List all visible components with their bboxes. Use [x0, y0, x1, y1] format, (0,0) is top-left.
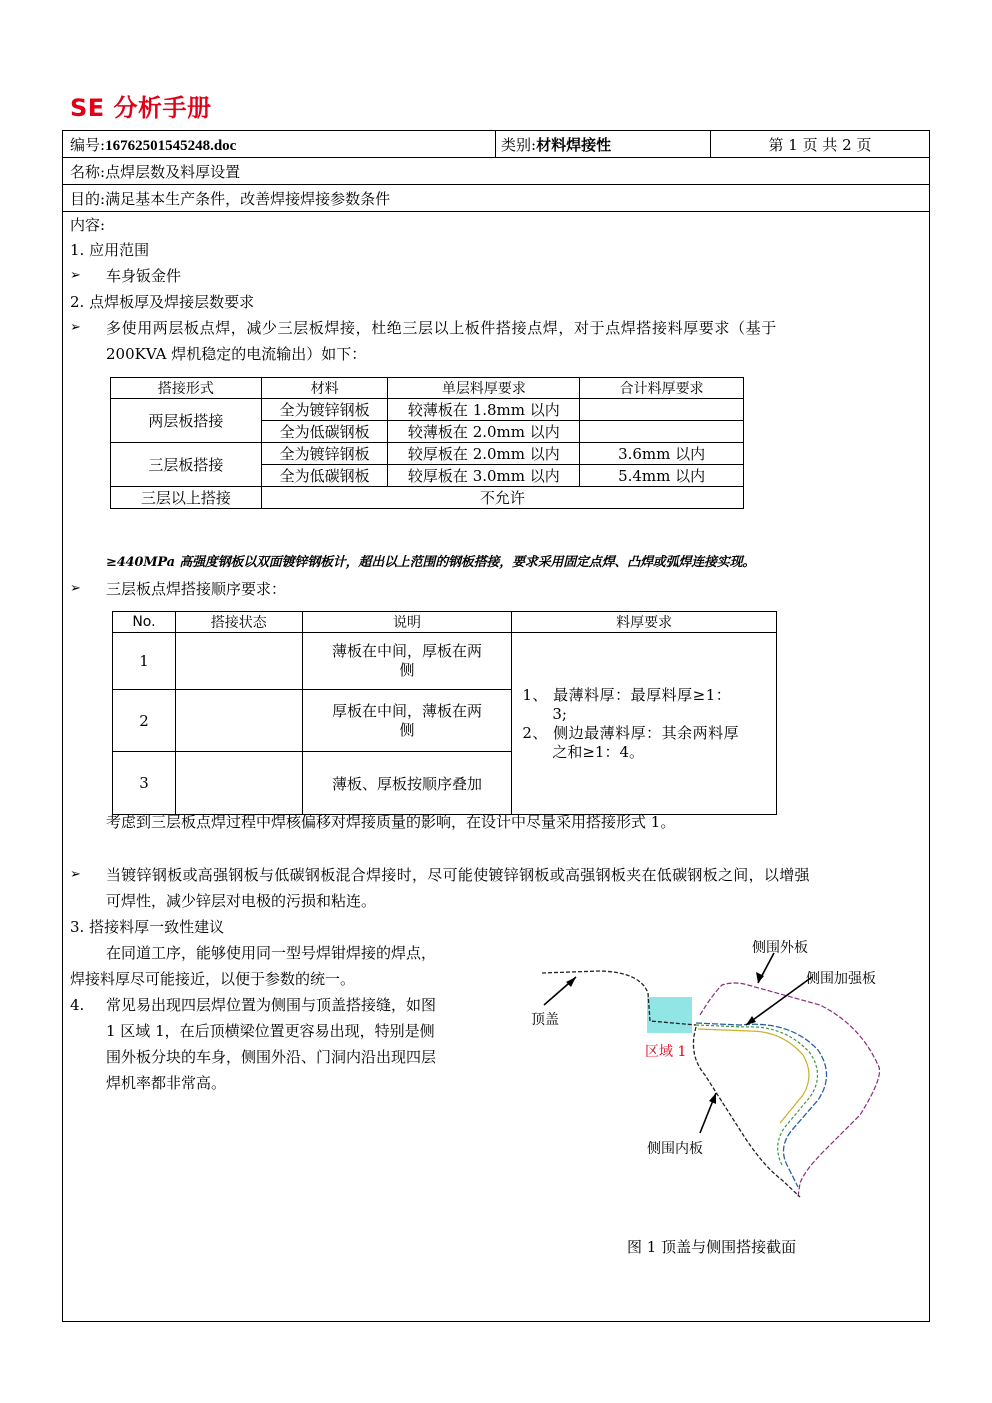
section-2-item3-line2: 可焊性，减少锌层对电极的污损和粘连。: [106, 892, 377, 910]
arrow-head-icon: [709, 1093, 716, 1104]
category: [501, 134, 611, 155]
row-number: 3: [113, 752, 176, 815]
zone-1-highlight: [647, 997, 692, 1033]
table-row: [111, 399, 744, 421]
document-title: SE 分析手册: [70, 94, 212, 122]
table-row: [111, 487, 744, 509]
content-label: 内容:: [70, 216, 106, 234]
divider: [62, 157, 930, 158]
table-header: 搭接形式: [111, 378, 262, 399]
doc-number: [70, 134, 236, 155]
section-1-title: 1. 应用范围: [70, 241, 150, 259]
section-3-title: 3. 搭接料厚一致性建议: [70, 918, 225, 936]
description-line: 薄板、厚板按顺序叠加: [332, 774, 483, 793]
description-line: 薄板在中间，厚板在两: [332, 642, 483, 660]
bullet-icon: ➢: [70, 581, 81, 596]
section-3-line1: 在同道工序，能够使用同一型号焊钳焊接的焊点，: [106, 944, 437, 962]
section-3-line2: 焊接料厚尽可能接近，以便于参数的统一。: [70, 970, 356, 988]
label-side-reinforcement: 侧围加强板: [806, 971, 876, 987]
side-reinforcement-line-2: [696, 1025, 818, 1165]
table-header: 合计料厚要求: [580, 378, 744, 399]
description-cell: [302, 633, 512, 690]
row-number: 1: [113, 633, 176, 690]
single-thickness-cell: 较薄板在 2.0mm 以内: [388, 421, 580, 443]
side-reinforcement-line: [696, 1023, 827, 1187]
consideration-text: 考虑到三层板点焊过程中焊核偏移对焊接质量的影响，在设计中尽量采用搭接形式 1。: [106, 813, 676, 831]
section-4-number: 4.: [70, 996, 85, 1014]
requirement-line: 2、 侧边最薄料厚：其余两料厚: [522, 723, 740, 742]
table-header: 料厚要求: [512, 612, 777, 633]
total-thickness-cell: 5.4mm 以内: [580, 465, 744, 487]
bullet-icon: ➢: [70, 268, 81, 283]
table-header: 说明: [302, 612, 512, 633]
requirement-line: 1、 最薄料厚：最厚料厚≥1：: [522, 685, 732, 704]
doc-number-label: 编号:: [70, 136, 106, 154]
table-header: 材料: [261, 378, 388, 399]
bullet-icon: ➢: [70, 867, 81, 882]
side-outer-panel-line: [700, 983, 880, 1197]
lap-type-cell: 三层板搭接: [111, 443, 262, 487]
material-cell: 全为镀锌钢板: [261, 399, 388, 421]
sequence-table: [112, 611, 777, 815]
table-header: No.: [113, 612, 176, 633]
total-thickness-cell: 3.6mm 以内: [580, 443, 744, 465]
material-cell: 全为镀锌钢板: [261, 443, 388, 465]
side-inner-panel-line: [693, 1027, 800, 1197]
name-value: 点焊层数及料厚设置: [105, 163, 241, 181]
row-number: 2: [113, 690, 176, 752]
section-4-line3: 围外板分块的车身，侧围外沿、门洞内沿出现四层: [106, 1048, 437, 1066]
high-strength-note: ≥440MPa 高强度钢板以双面镀锌钢板计，超出以上范围的钢板搭接，要求采用固定点焊、凸焊或弧焊连接实现。: [106, 555, 756, 570]
requirement-line: 之和≥1：4。: [552, 742, 644, 761]
table-header-row: [111, 378, 744, 399]
section-4-line2: 1 区域 1，在后顶横梁位置更容易出现，特别是侧: [106, 1022, 435, 1040]
page-info: 第 1 页 共 2 页: [768, 136, 872, 154]
label-roof: 顶盖: [531, 1012, 559, 1028]
figure-caption: 图 1 顶盖与侧围搭接截面: [627, 1238, 797, 1256]
table-header-row: [113, 612, 777, 633]
single-thickness-cell: 较厚板在 2.0mm 以内: [388, 443, 580, 465]
section-2-item-line1: 多使用两层板点焊，减少三层板焊接，杜绝三层以上板件搭接点焊，对于点焊搭接料厚要求（基于: [106, 319, 777, 337]
section-2-item3-line1: 当镀锌钢板或高强钢板与低碳钢板混合焊接时，尽可能使镀锌钢板或高强钢板夹在低碳钢板之间，以增强: [106, 866, 810, 884]
divider: [62, 211, 930, 212]
lap-state-cell: [175, 752, 302, 815]
category-value: 材料焊接性: [536, 136, 612, 154]
label-zone-1: 区域 1: [645, 1044, 687, 1060]
not-allowed-cell: 不允许: [261, 487, 743, 509]
section-2-item-line2: 200KVA 焊机稳定的电流输出）如下：: [106, 345, 367, 363]
side-reinforcement-line-3: [698, 1029, 809, 1123]
section-2-title: 2. 点焊板厚及焊接层数要求: [70, 293, 255, 311]
lap-type-cell: 三层以上搭接: [111, 487, 262, 509]
table-row: [113, 633, 777, 690]
section-1-item: 车身钣金件: [106, 267, 182, 285]
description-cell: [302, 752, 512, 815]
table-header: 单层料厚要求: [388, 378, 580, 399]
purpose-value: 满足基本生产条件，改善焊接焊接参数条件: [105, 190, 391, 208]
description-line: 侧: [399, 661, 415, 679]
label-side-inner: 侧围内板: [647, 1141, 703, 1157]
description-cell: [302, 690, 512, 752]
doc-purpose: [70, 188, 390, 209]
category-label: 类别:: [501, 136, 537, 154]
purpose-label: 目的:: [70, 190, 106, 208]
single-thickness-cell: 较薄板在 1.8mm 以内: [388, 399, 580, 421]
arrow-reinforcement: [746, 977, 812, 1025]
lap-state-cell: [175, 690, 302, 752]
requirement-line: 3;: [552, 704, 567, 723]
section-4-line4: 焊机率都非常高。: [106, 1074, 227, 1092]
thickness-requirement-cell: [512, 633, 777, 815]
description-line: 侧: [399, 720, 415, 739]
bullet-icon: ➢: [70, 320, 81, 335]
lap-state-cell: [175, 633, 302, 690]
lap-type-cell: 两层板搭接: [111, 399, 262, 443]
table-row: [111, 443, 744, 465]
name-label: 名称:: [70, 163, 106, 181]
material-cell: 全为低碳钢板: [261, 465, 388, 487]
total-thickness-cell: [580, 421, 744, 443]
description-line: 厚板在中间，薄板在两: [332, 701, 483, 720]
section-4-line1: 常见易出现四层焊位置为侧围与顶盖搭接缝，如图: [106, 996, 437, 1014]
single-thickness-cell: 较厚板在 3.0mm 以内: [388, 465, 580, 487]
total-thickness-cell: [580, 399, 744, 421]
doc-number-value: 16762501545248.doc: [105, 138, 237, 154]
thickness-table: [110, 377, 744, 509]
table-header: 搭接状态: [175, 612, 302, 633]
divider: [495, 130, 496, 157]
material-cell: 全为低碳钢板: [261, 421, 388, 443]
doc-name: [70, 161, 240, 182]
section-2-item2: 三层板点焊搭接顺序要求：: [106, 580, 287, 598]
divider: [62, 184, 930, 185]
label-side-outer: 侧围外板: [752, 940, 808, 956]
